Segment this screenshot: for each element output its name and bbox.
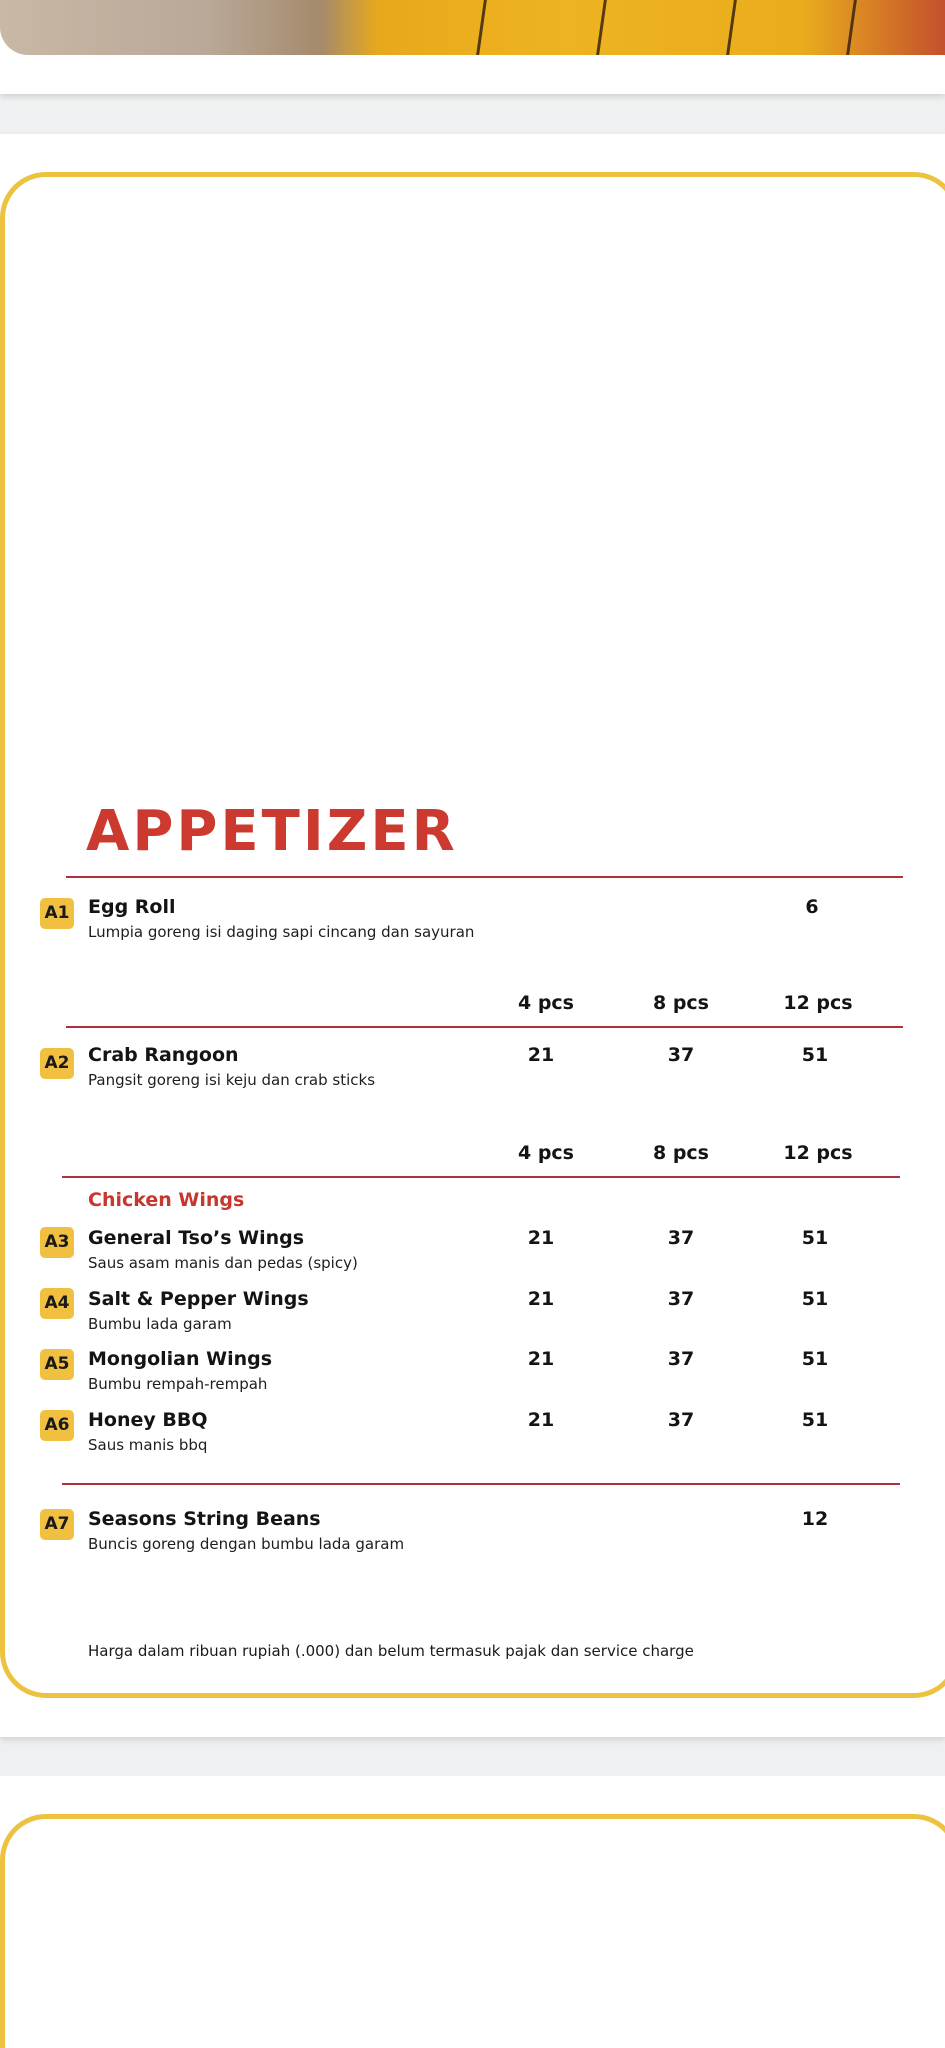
item-price-4pcs: 21 — [527, 1409, 555, 1431]
item-name: Egg Roll — [88, 896, 176, 918]
item-code-badge: A2 — [40, 1048, 74, 1079]
item-description: Pangsit goreng isi keju dan crab sticks — [88, 1071, 376, 1089]
item-name: Seasons String Beans — [88, 1508, 321, 1530]
item-price-8pcs: 37 — [667, 1227, 695, 1249]
item-description: Bumbu rempah-rempah — [88, 1375, 268, 1393]
item-price-8pcs: 37 — [667, 1288, 695, 1310]
divider — [66, 876, 903, 878]
item-price-12pcs: 51 — [801, 1409, 829, 1431]
item-name: Salt & Pepper Wings — [88, 1288, 309, 1310]
next-page — [0, 1776, 945, 2048]
item-price-4pcs: 21 — [527, 1288, 555, 1310]
item-code-badge: A1 — [40, 898, 74, 929]
item-code-badge: A6 — [40, 1410, 74, 1441]
item-description: Saus asam manis dan pedas (spicy) — [88, 1254, 358, 1272]
item-price: 6 — [805, 896, 819, 918]
item-code-badge: A4 — [40, 1288, 74, 1319]
divider — [62, 1483, 900, 1485]
previous-page — [0, 0, 945, 94]
column-header-12pcs: 12 pcs — [783, 1142, 853, 1164]
item-price-12pcs: 51 — [801, 1348, 829, 1370]
item-price-4pcs: 21 — [527, 1227, 555, 1249]
item-description: Lumpia goreng isi daging sapi cincang dan sayuran — [88, 923, 475, 941]
group-title-chicken-wings: Chicken Wings — [88, 1189, 245, 1211]
section-title: APPETIZER — [86, 799, 458, 864]
column-header-8pcs: 8 pcs — [652, 1142, 709, 1164]
item-description: Buncis goreng dengan bumbu lada garam — [88, 1535, 405, 1553]
item-description: Bumbu lada garam — [88, 1315, 232, 1333]
column-header-4pcs: 4 pcs — [517, 1142, 574, 1164]
item-code-badge: A5 — [40, 1349, 74, 1380]
column-header-12pcs: 12 pcs — [783, 992, 853, 1014]
menu-page-appetizer — [0, 134, 945, 1737]
page-frame — [0, 1814, 945, 2048]
divider — [62, 1176, 900, 1178]
item-price-12pcs: 51 — [801, 1044, 829, 1066]
divider — [66, 1026, 903, 1028]
item-description: Saus manis bbq — [88, 1436, 208, 1454]
price-footnote: Harga dalam ribuan rupiah (.000) dan belum termasuk pajak dan service charge — [88, 1642, 694, 1660]
item-name: Crab Rangoon — [88, 1044, 239, 1066]
item-code-badge: A3 — [40, 1227, 74, 1258]
item-price-12pcs: 51 — [801, 1227, 829, 1249]
item-name: General Tso’s Wings — [88, 1227, 305, 1249]
item-price-8pcs: 37 — [667, 1348, 695, 1370]
item-price-4pcs: 21 — [527, 1044, 555, 1066]
item-code-badge: A7 — [40, 1509, 74, 1540]
item-price: 12 — [801, 1508, 829, 1530]
food-photo — [0, 0, 945, 55]
item-name: Mongolian Wings — [88, 1348, 273, 1370]
item-price-8pcs: 37 — [667, 1044, 695, 1066]
item-price-4pcs: 21 — [527, 1348, 555, 1370]
column-header-8pcs: 8 pcs — [652, 992, 709, 1014]
item-name: Honey BBQ — [88, 1409, 208, 1431]
item-price-8pcs: 37 — [667, 1409, 695, 1431]
column-header-4pcs: 4 pcs — [517, 992, 574, 1014]
item-price-12pcs: 51 — [801, 1288, 829, 1310]
